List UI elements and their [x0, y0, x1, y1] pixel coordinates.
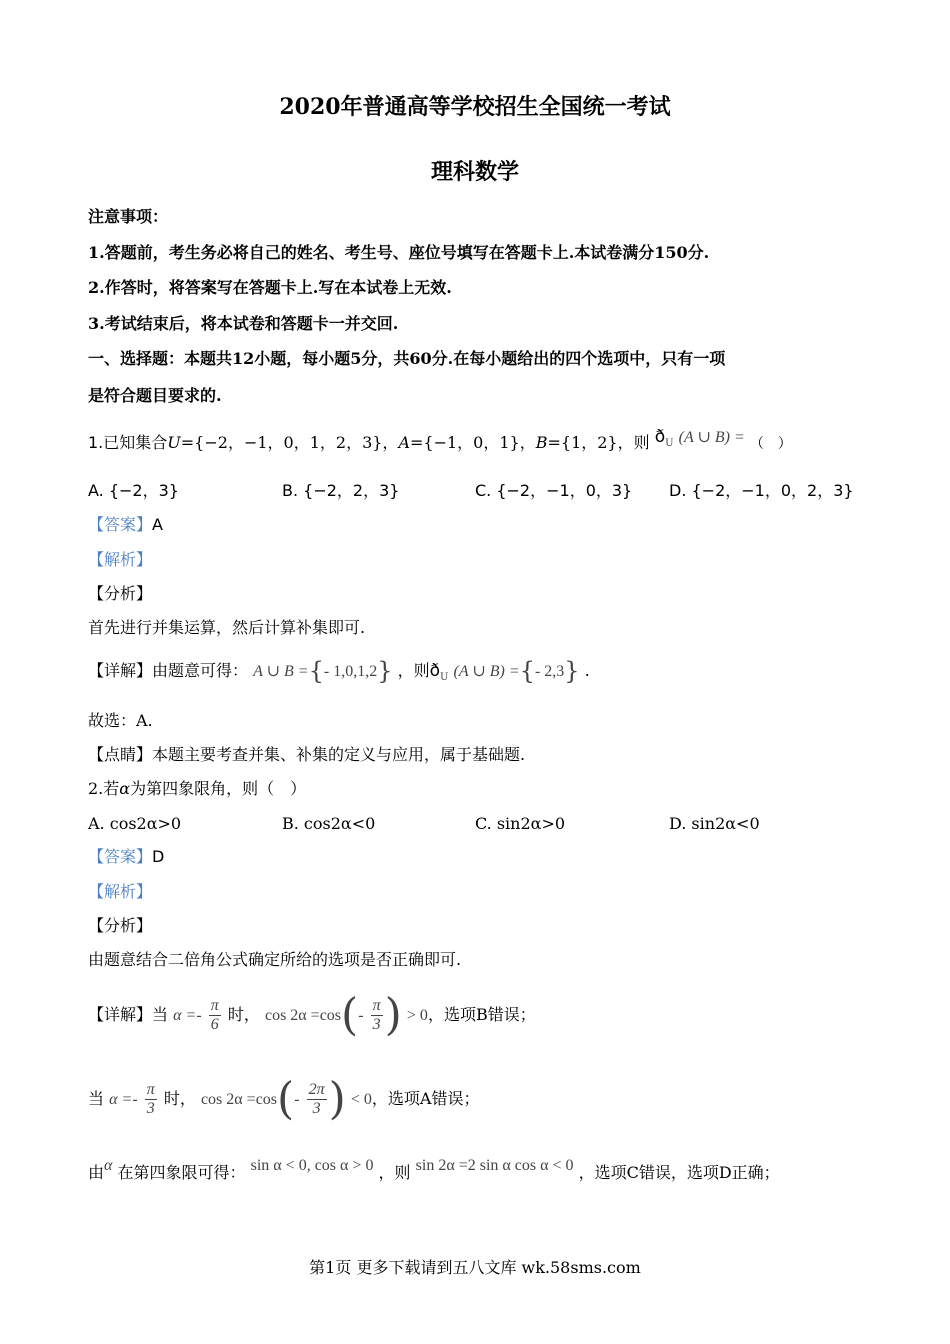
- q1-option-c: C. {−2，−1，0，3}: [475, 481, 633, 500]
- q2-d2-text-c: ，选项A错误；: [371, 1089, 480, 1108]
- q2-d2-alpha: α =-: [109, 1091, 138, 1108]
- q1-number: 1.: [88, 433, 104, 452]
- q2-d1-text-b: 时，: [227, 1005, 260, 1024]
- section-heading-line2: 是符合题目要求的.: [88, 386, 222, 405]
- q2-analysis-tag: 【解析】: [88, 882, 153, 901]
- q2-answer-value: D: [152, 847, 165, 866]
- q1-answer-value: A: [152, 515, 163, 534]
- q2-detail-line-3: [88, 1157, 780, 1185]
- q2-d2-den: 3: [146, 1100, 155, 1117]
- q2-d2-lt: < 0: [350, 1091, 372, 1108]
- q1-conclusion: 故选：A.: [88, 711, 153, 730]
- answer-tag: 【答案】: [88, 515, 153, 534]
- notice-item-2: 2.作答时，将答案写在答题卡上.写在本试卷上无效.: [88, 278, 452, 297]
- q2-d1-text-a: 当: [152, 1005, 169, 1024]
- q2-d3-text-a: 由: [88, 1163, 105, 1182]
- q2-option-d: D. sin2α<0: [669, 814, 760, 833]
- q1-stem-text-d: ={1，2}，则: [547, 433, 650, 452]
- q1-complement-set: - 2,3: [534, 663, 565, 680]
- q1-stem-text-c: ={−1，0，1}，: [410, 433, 536, 452]
- q2-stem-text-a: 2.若: [88, 779, 120, 798]
- exam-title: 2020年普通高等学校招生全国统一考试: [279, 94, 671, 120]
- q2-option-c: C. sin2α>0: [475, 814, 566, 833]
- q2-d2-fden: 3: [312, 1100, 321, 1117]
- q1-dianjing-tag: 【点睛】: [88, 745, 153, 764]
- q2-detail-tag: 【详解】: [88, 1005, 153, 1024]
- q2-d1-num: π: [210, 997, 219, 1014]
- q2-fenxi-tag: 【分析】: [88, 916, 153, 935]
- q1-answer-blank: （ ）: [749, 436, 792, 452]
- q1-stem-text-b: ={−2，−1，0，1，2，3}，: [180, 433, 399, 452]
- section-heading-line1: 一、选择题：本题共12小题，每小题5分，共60分.在每小题给出的四个选项中，只有一项: [88, 349, 726, 368]
- q1-stem-text-a: 已知集合: [103, 433, 168, 452]
- complement-subscript-2: U: [440, 672, 449, 683]
- q2-answer: [88, 846, 164, 868]
- q2-detail-line-1: 【详解】当 α =- $\frac{\pi}{6}$ 时， cos 2α =cos(- $\frac{\pi}{3}$ ) > 0，选项B错误；: [88, 989, 536, 1041]
- q1-var-a: A: [398, 433, 410, 452]
- q2-d3-formula-1: sin α < 0, cos α > 0: [250, 1157, 374, 1174]
- q1-detail-text-b: ，则: [397, 661, 430, 680]
- notice-heading: 注意事项：: [88, 207, 169, 226]
- q1-detail-text-a: 由题意可得：: [152, 661, 249, 680]
- q1-answer: [88, 514, 163, 536]
- notice-item-3: 3.考试结束后，将本试卷和答题卡一并交回.: [88, 314, 399, 333]
- q2-d3-alpha: α: [104, 1157, 113, 1174]
- q2-stem-text-b: 为第四象限角，则（ ）: [130, 779, 307, 798]
- q1-detail: 【详解】由题意可得： A ∪ B ={- 1,0,1,2} ，则$ð_U$ (A ∪ B) ={- 2,3} .: [88, 657, 590, 685]
- complement-symbol: ð: [654, 427, 666, 447]
- q2-d2-fnum: 2π: [308, 1081, 325, 1098]
- notice-item-1: 1.答题前，考生务必将自己的姓名、考生号、座位号填写在答题卡上.本试卷满分150分.: [88, 243, 710, 262]
- exam-subtitle: 理科数学: [430, 159, 519, 185]
- q1-complement-formula: (A ∪ B) =: [453, 663, 520, 680]
- q2-d1-cos: cos 2α =cos: [264, 1007, 342, 1024]
- q2-d2-minus: -: [294, 1091, 300, 1108]
- q1-var-b: B: [535, 433, 548, 452]
- q2-d1-gt: > 0: [406, 1007, 428, 1024]
- q1-option-b: B. {−2，2，3}: [282, 481, 400, 500]
- q2-stem: [88, 778, 306, 800]
- q1-union-set: - 1,0,1,2: [323, 663, 378, 680]
- q2-d3-formula-2: sin 2α =2 sin α cos α < 0: [415, 1157, 574, 1174]
- q1-fenxi-text: 首先进行并集运算，然后计算补集即可.: [88, 618, 366, 637]
- answer-tag-2: 【答案】: [88, 847, 153, 866]
- q1-detail-tag: 【详解】: [88, 661, 153, 680]
- q1-dianjing: [88, 744, 525, 766]
- complement-symbol-2: ð: [429, 661, 440, 681]
- page-footer: 第1页 更多下载请到五八文库 wk.58sms.com: [309, 1258, 641, 1277]
- q2-option-a: A. cos2α>0: [88, 814, 182, 833]
- q1-stem: [88, 427, 792, 461]
- q2-d3-text-d: ，选项C错误，选项D正确；: [578, 1163, 780, 1182]
- q2-d2-num: π: [146, 1081, 155, 1098]
- complement-subscript: U: [665, 438, 674, 449]
- q2-d1-den: 6: [210, 1016, 219, 1033]
- q2-d2-text-b: 时，: [163, 1089, 196, 1108]
- q2-d3-text-b: 在第四象限可得：: [117, 1163, 246, 1182]
- q2-d1-alpha: α =-: [173, 1007, 202, 1024]
- q2-d1-minus: -: [358, 1007, 364, 1024]
- q2-d2-text-a: 当: [88, 1089, 105, 1108]
- q1-analysis-tag: 【解析】: [88, 550, 153, 569]
- q1-var-u: U: [167, 433, 181, 452]
- q2-option-b: B. cos2α<0: [282, 814, 376, 833]
- q2-fenxi-text: 由题意结合二倍角公式确定所给的选项是否正确即可.: [88, 950, 462, 969]
- q2-detail-line-2: 当 α =- $\frac{\pi}{3}$ 时， cos 2α =cos(- $\frac{2\pi}{3}$ ) < 0，选项A错误；: [88, 1073, 480, 1125]
- q2-d1-fnum: π: [372, 997, 381, 1014]
- q1-option-a: A. {−2，3}: [88, 481, 179, 500]
- q1-union-formula: A ∪ B =: [253, 663, 309, 680]
- q2-d1-text-c: ，选项B错误；: [427, 1005, 536, 1024]
- q2-d3-text-c: ，则: [378, 1163, 411, 1182]
- q1-option-d: D. {−2，−1，0，2，3}: [669, 481, 854, 500]
- q1-stem-formula: (A ∪ B) =: [678, 429, 745, 446]
- q1-dianjing-text: 本题主要考查并集、补集的定义与应用，属于基础题.: [152, 745, 526, 764]
- q1-detail-end: .: [584, 661, 590, 680]
- q1-fenxi-tag: 【分析】: [88, 584, 153, 603]
- q2-d2-cos: cos 2α =cos: [200, 1091, 278, 1108]
- q2-var-alpha: α: [119, 779, 131, 798]
- q2-d1-fden: 3: [372, 1016, 381, 1033]
